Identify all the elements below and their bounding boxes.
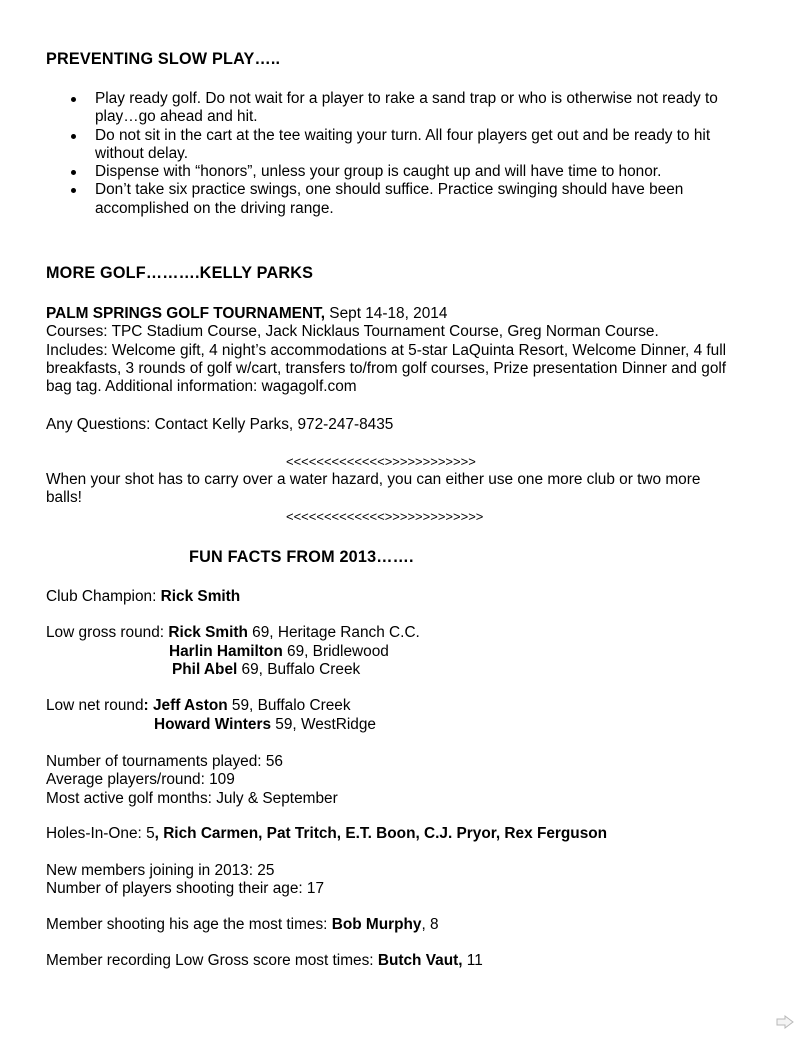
detail: 69, Buffalo Creek bbox=[237, 661, 361, 678]
stat-line: Number of players shooting their age: 17 bbox=[46, 880, 325, 898]
label: Club Champion: bbox=[46, 588, 161, 605]
bullet-text: play…go ahead and hit. bbox=[95, 108, 258, 126]
contact-line: Any Questions: Contact Kelly Parks, 972-247-8435 bbox=[46, 416, 394, 433]
names: , Rich Carmen, Pat Tritch, E.T. Boon, C.J. Pryor, Rex Ferguson bbox=[154, 825, 608, 842]
tournament-includes: Includes: Welcome gift, 4 night’s accommodations at 5-star LaQuinta Resort, Welcome Dinner, 4 full bbox=[46, 341, 727, 359]
stat-line: Average players/round: 109 bbox=[46, 771, 235, 789]
water-hazard-joke bbox=[46, 471, 786, 508]
stat-line: Most active golf months: July & September bbox=[46, 789, 338, 807]
label: Member shooting his age the most times: bbox=[46, 916, 332, 933]
bullet-icon bbox=[71, 97, 76, 102]
low-gross-round bbox=[46, 624, 420, 642]
low-net-round bbox=[46, 697, 351, 715]
age-most-times bbox=[46, 916, 439, 934]
more-golf-heading: MORE GOLF……….KELLY PARKS bbox=[46, 264, 314, 282]
list-item bbox=[46, 181, 746, 218]
stats-block bbox=[46, 753, 338, 808]
stat-line: New members joining in 2013: 25 bbox=[46, 862, 275, 879]
tournament-includes: breakfasts, 3 rounds of golf w/cart, transfers to/from golf courses, Prize presentation Dinner and golf bbox=[46, 359, 727, 377]
tournament-dates: Sept 14-18, 2014 bbox=[325, 305, 448, 322]
bullet-icon bbox=[71, 188, 76, 193]
divider: <<<<<<<<<<<<<>>>>>>>>>>>>> bbox=[286, 509, 484, 524]
bullet-text: Play ready golf. Do not wait for a player to rake a sand trap or who is otherwise not ready to bbox=[95, 90, 718, 107]
low-gross-round bbox=[172, 661, 360, 679]
name: Howard Winters bbox=[154, 716, 272, 733]
tournament-includes: bag tag. Additional information: wagagolf.com bbox=[46, 378, 357, 396]
list-item bbox=[46, 90, 746, 127]
tournament-name: PALM SPRINGS GOLF TOURNAMENT, bbox=[46, 305, 326, 322]
next-page-arrow-icon[interactable] bbox=[776, 1015, 794, 1029]
label: Holes-In-One: 5 bbox=[46, 825, 155, 842]
list-item bbox=[46, 163, 746, 181]
name: Bob Murphy bbox=[331, 916, 422, 933]
fun-facts-heading: FUN FACTS FROM 2013……. bbox=[189, 548, 414, 566]
bullet-text: Don’t take six practice swings, one should suffice. Practice swinging should have been bbox=[95, 181, 684, 199]
bullet-icon bbox=[71, 170, 76, 175]
count: 11 bbox=[462, 952, 483, 969]
tournament-block bbox=[46, 305, 786, 396]
bullet-icon bbox=[71, 134, 76, 139]
low-gross-round bbox=[169, 643, 389, 661]
bullet-text: without delay. bbox=[95, 144, 188, 162]
count: , 8 bbox=[421, 916, 439, 933]
detail: 69, Heritage Ranch C.C. bbox=[247, 624, 420, 641]
name: Phil Abel bbox=[172, 661, 238, 678]
detail: 59, WestRidge bbox=[271, 716, 376, 733]
stat-line: Number of tournaments played: 56 bbox=[46, 753, 283, 770]
slow-play-list bbox=[46, 90, 746, 218]
detail: 59, Buffalo Creek bbox=[227, 697, 351, 714]
low-net-round bbox=[154, 716, 376, 734]
bullet-text: Dispense with “honors”, unless your group is caught up and will have time to honor. bbox=[95, 163, 662, 181]
bullet-text: accomplished on the driving range. bbox=[95, 199, 334, 217]
members-block bbox=[46, 862, 324, 899]
detail: 69, Bridlewood bbox=[282, 643, 389, 660]
holes-in-one bbox=[46, 825, 607, 843]
list-item bbox=[46, 127, 746, 164]
joke-line: balls! bbox=[46, 489, 82, 507]
label: Low net round bbox=[46, 697, 144, 714]
colon: : bbox=[143, 697, 149, 714]
name: Harlin Hamilton bbox=[169, 643, 283, 660]
slow-play-heading: PREVENTING SLOW PLAY….. bbox=[46, 50, 281, 68]
divider: <<<<<<<<<<<<<>>>>>>>>>>>> bbox=[286, 454, 476, 469]
label: Member recording Low Gross score most times: bbox=[46, 952, 378, 969]
tournament-courses: Courses: TPC Stadium Course, Jack Nicklaus Tournament Course, Greg Norman Course. bbox=[46, 323, 659, 341]
joke-line: When your shot has to carry over a water hazard, you can either use one more club or two more bbox=[46, 471, 701, 488]
bullet-text: Do not sit in the cart at the tee waiting your turn. All four players get out and be ready to hit bbox=[95, 126, 711, 144]
name: Rick Smith bbox=[160, 588, 241, 605]
label: Low gross round: bbox=[46, 624, 169, 641]
low-gross-most-times bbox=[46, 952, 483, 970]
name: Jeff Aston bbox=[148, 697, 228, 714]
club-champion bbox=[46, 588, 240, 606]
name: Butch Vaut, bbox=[377, 952, 463, 969]
name: Rick Smith bbox=[168, 624, 248, 641]
